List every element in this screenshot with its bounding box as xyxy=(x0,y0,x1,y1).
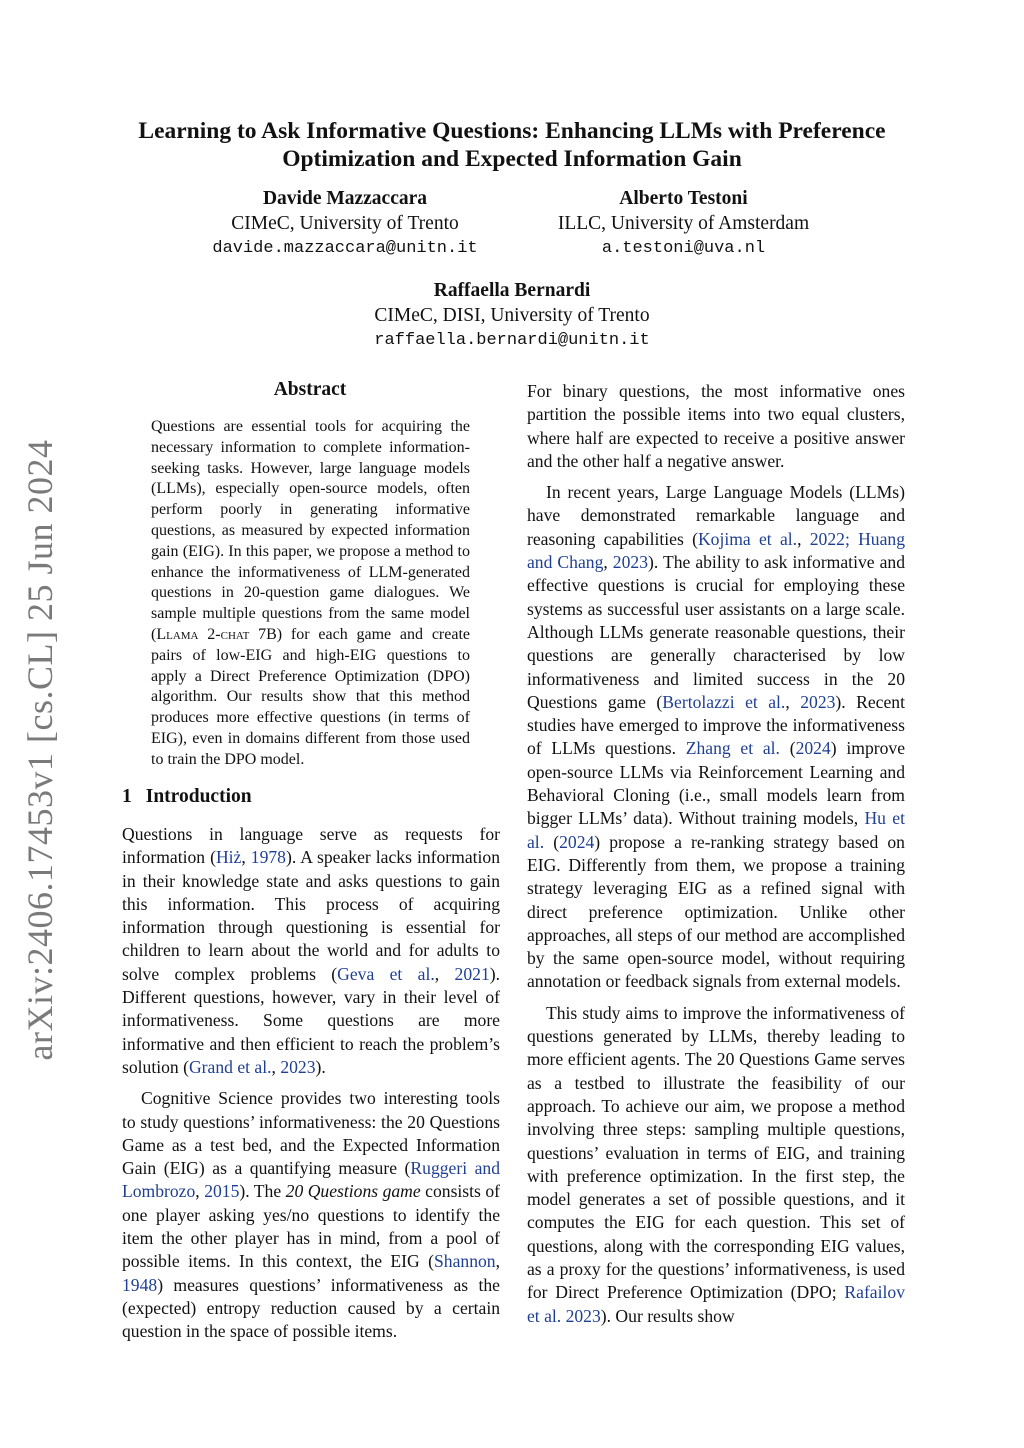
text-run: ). xyxy=(315,1056,326,1077)
text-run: ). Our results show xyxy=(600,1305,735,1326)
text-run: ). The xyxy=(239,1181,286,1202)
abstract-text-part: 7B) for each game and create pairs of low-EIG and high-EIG questions to apply a Direct Preference Optimization (DPO) algorithm. Our results show that this method produces more effective questions (in terms of EIG), even in domains different from those used to train the DPO model. xyxy=(151,625,471,768)
citation-link[interactable]: Shannon xyxy=(434,1251,496,1272)
author-name: Alberto Testoni xyxy=(619,188,748,209)
citation-link[interactable]: 2023 xyxy=(612,552,648,573)
text-run: , xyxy=(241,847,251,868)
arxiv-side-label xyxy=(14,440,66,1060)
citation-link[interactable]: Kojima et al. xyxy=(697,528,798,549)
text-run: , xyxy=(271,1056,281,1077)
text-run: ) improve open-source LLMs via Reinforcement Learning and Behavioral Cloning (i.e., small models learn from bigger LLMs’ data). Without training models, xyxy=(527,738,905,829)
citation-link[interactable]: 1948 xyxy=(122,1274,158,1295)
paper-title: Learning to Ask Informative Questions: Enhancing LLMs with Preference Optimization and Expected Information Gain xyxy=(138,118,886,172)
author-name: Raffaella Bernardi xyxy=(433,280,591,301)
citation-link[interactable]: Zhang et al. xyxy=(685,738,780,759)
author-affiliation: CIMeC, University of Trento xyxy=(231,213,459,234)
model-name: Llama 2-chat xyxy=(156,625,250,643)
text-run: For binary questions, the most informative ones partition the possible items into two equal clusters, where half are expected to receive a positive answer and the other half a negative answer. xyxy=(527,381,905,471)
paragraph xyxy=(527,1002,905,1328)
abstract-text-part: Questions are essential tools for acquiring the necessary information to complete information-seeking tasks. However, large language models (LLMs), especially open-source models, often perform poorly in generating informative questions, as measured by expected information gain (EIG). In this paper, we propose a method to enhance the informativeness of LLM-generated questions in 20-question game dialogues. We sample multiple questions from the same model ( xyxy=(151,418,470,643)
text-run: ) propose a re-ranking strategy based on EIG. Differently from them, we propose a training strategy leveraging EIG as a refined signal with direct preference optimization. Unlike other approaches, all steps of our method are accomplished by the same open-source model, without requiring annotation or feedback signals from external models. xyxy=(527,831,905,992)
text-run: ). Recent studies have emerged to improve the informativeness of LLMs questions. xyxy=(527,691,905,759)
citation-link[interactable]: 2024 xyxy=(559,831,595,852)
text-run: ). The ability to ask informative and effective questions is crucial for employing these systems as successful user assistants on a large scale. Although LLMs generate reasonable questions, their questions are generally characterised by low informativeness and limited success in the 20 Questions game ( xyxy=(527,552,905,712)
author-block-3 xyxy=(312,278,712,353)
text-run: , xyxy=(434,963,455,984)
text-run: , xyxy=(785,691,801,712)
text-run: Cognitive Science provides two interesting tools to study questions’ informativeness: the 20 Questions Game as a test bed, and the Expected Information Gain (EIG) as a quantifying measure ( xyxy=(122,1088,500,1179)
paragraph xyxy=(122,823,500,1079)
author-block-2 xyxy=(505,186,862,261)
citation-link[interactable]: 1978 xyxy=(250,847,286,868)
text-run: , xyxy=(495,1251,500,1272)
author-block-1 xyxy=(180,186,510,261)
text-run: , xyxy=(195,1181,205,1202)
text-run: ). Different questions, however, vary in their level of informativeness. Some questions are more informative and then efficient to reach the problem’s solution ( xyxy=(122,963,500,1077)
citation-link[interactable]: 2022; Huang and Chang xyxy=(527,528,906,573)
text-run: , xyxy=(797,528,810,549)
section-number: 1 xyxy=(122,786,132,807)
text-run: ). A speaker lacks information in their knowledge state and asks questions to gain this information. This process of acquiring information through questioning is essential for children to learn about the world and for adults to solve complex problems ( xyxy=(122,847,501,984)
author-email[interactable]: davide.mazzaccara@unitn.it xyxy=(212,239,478,258)
citation-link[interactable]: Hu et al. xyxy=(527,808,905,852)
citation-link[interactable]: 2024 xyxy=(795,738,831,759)
right-column xyxy=(527,380,905,1336)
author-affiliation: ILLC, University of Amsterdam xyxy=(557,213,810,234)
citation-link[interactable]: Geva et al. xyxy=(337,963,435,984)
paragraph xyxy=(122,1087,500,1343)
italic-text: 20 Questions game xyxy=(285,1181,421,1202)
citation-link[interactable]: Bertolazzi et al. xyxy=(662,691,786,712)
text-run: ( xyxy=(544,831,560,852)
citation-link[interactable]: Rafailov et al. 2023 xyxy=(527,1282,905,1326)
citation-link[interactable]: Hiż xyxy=(215,847,242,868)
author-affiliation: CIMeC, DISI, University of Trento xyxy=(374,305,650,326)
text-run: ( xyxy=(779,738,796,759)
text-run: This study aims to improve the informativeness of questions generated by LLMs, thereby leading to more efficient agents. The 20 Questions Game serves as a testbed to illustrate the feasibility of our approach. To achieve our aim, we propose a method involving three steps: sampling multiple questions, questions’ evaluation in terms of EIG, and training with preference optimization. In the first step, the model generates a set of possible questions, and it computes the EIG for each question. This set of questions, along with the corresponding EIG values, as a proxy for the questions’ informativeness, is used for Direct Preference Optimization (DPO; xyxy=(527,1002,905,1303)
paragraph xyxy=(527,380,905,473)
citation-link[interactable]: 2015 xyxy=(204,1181,240,1202)
section-title: Introduction xyxy=(145,786,252,807)
citation-link[interactable]: 2023 xyxy=(280,1056,316,1077)
author-name: Davide Mazzaccara xyxy=(262,188,428,209)
paragraph xyxy=(527,481,905,994)
citation-link[interactable]: 2023 xyxy=(800,691,836,712)
section-heading xyxy=(122,786,252,808)
author-email[interactable]: a.testoni@uva.nl xyxy=(601,239,766,258)
citation-link[interactable]: Ruggeri and Lombrozo xyxy=(122,1158,501,1202)
author-email[interactable]: raffaella.bernardi@unitn.it xyxy=(374,331,650,350)
text-run: In recent years, Large Language Models (LLMs) have demonstrated remarkable language and reasoning capabilities ( xyxy=(527,482,905,549)
text-run: consists of one player asking yes/no questions to identify the item the other player has in mind, from a pool of possible items. In this context, the EIG ( xyxy=(122,1181,501,1272)
arxiv-id-text: arXiv:2406.17453v1 [cs.CL] 25 Jun 2024 xyxy=(20,439,60,1061)
abstract-text xyxy=(151,417,470,771)
citation-link[interactable]: 2021 xyxy=(454,963,490,984)
text-run: ) measures questions’ informativeness as the (expected) entropy reduction caused by a certain question in the space of possible items. xyxy=(122,1274,500,1342)
text-run: Questions in language serve as requests for information ( xyxy=(122,824,500,868)
citation-link[interactable]: Grand et al. xyxy=(188,1056,272,1077)
left-column xyxy=(122,823,500,1352)
abstract-heading: Abstract xyxy=(273,379,347,400)
text-run: , xyxy=(603,552,613,573)
